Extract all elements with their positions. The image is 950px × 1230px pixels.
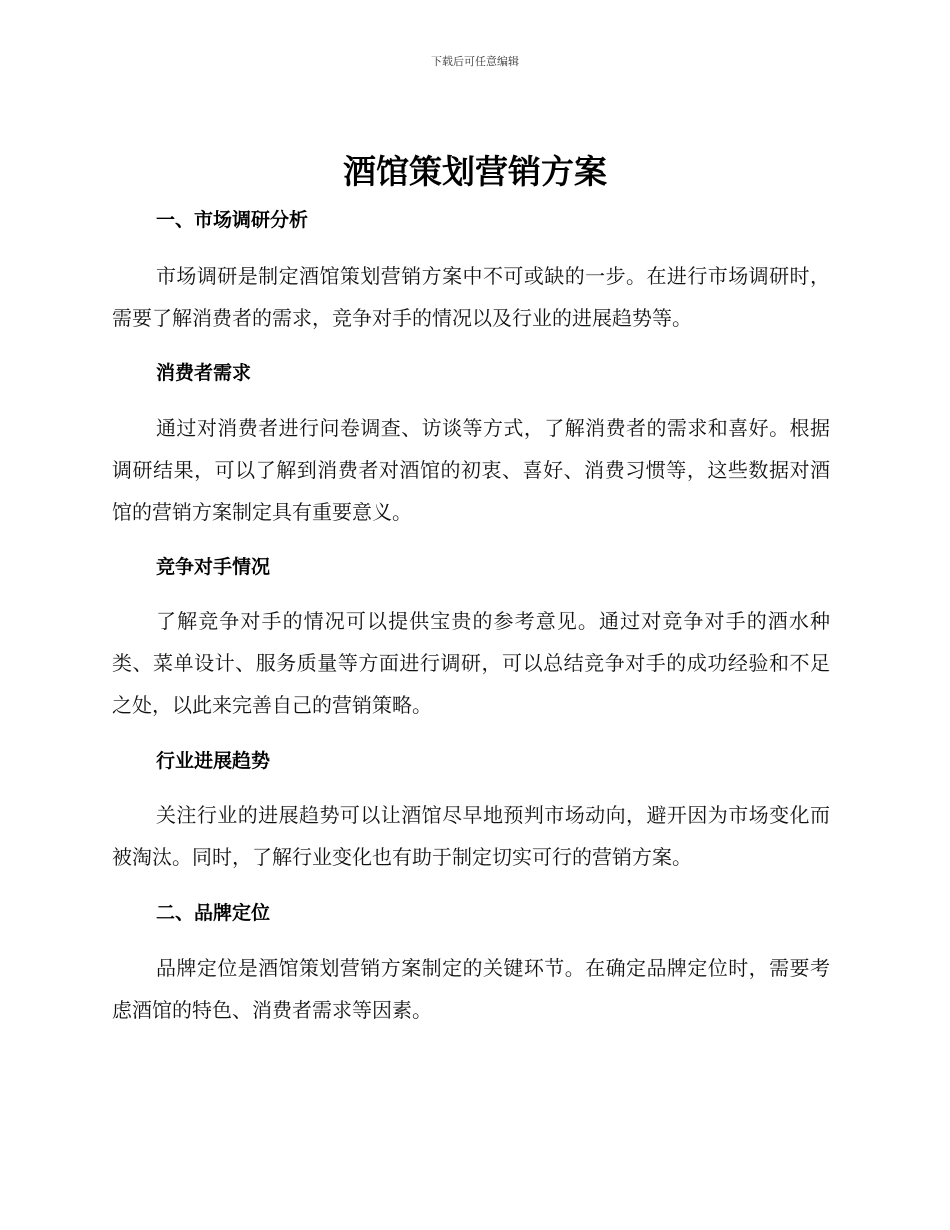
section-paragraph-competitors: 了解竞争对手的情况可以提供宝贵的参考意见。通过对竞争对手的酒水种类、菜单设计、服务质量等方面进行调研，可以总结竞争对手的成功经验和不足之处，以此来完善自己的营销策略。: [112, 609, 830, 717]
section-paragraph-industry-trends: 关注行业的进展趋势可以让酒馆尽早地预判市场动向，避开因为市场变化而被淘汰。同时，了解行业变化也有助于制定切实可行的营销方案。: [112, 803, 830, 869]
section-paragraph-brand-positioning: 品牌定位是酒馆策划营销方案制定的关键环节。在确定品牌定位时，需要考虑酒馆的特色、消费者需求等因素。: [112, 956, 830, 1022]
section-paragraph-market-research: 市场调研是制定酒馆策划营销方案中不可或缺的一步。在进行市场调研时，需要了解消费者的需求，竞争对手的情况以及行业的进展趋势等。: [112, 264, 830, 330]
section-heading-market-research: 一、市场调研分析: [156, 209, 309, 231]
section-heading-industry-trends: 行业进展趋势: [156, 750, 271, 772]
section-paragraph-consumer-needs: 通过对消费者进行问卷调查、访谈等方式，了解消费者的需求和喜好。根据调研结果，可以了解到消费者对酒馆的初衷、喜好、消费习惯等，这些数据对酒馆的营销方案制定具有重要意义。: [112, 416, 830, 524]
section-heading-competitors: 竞争对手情况: [156, 556, 271, 578]
section-heading-consumer-needs: 消费者需求: [156, 362, 252, 384]
page-header-note: 下载后可任意编辑: [431, 55, 519, 68]
section-heading-brand-positioning: 二、品牌定位: [156, 902, 271, 924]
document-title: 酒馆策划营销方案: [343, 152, 607, 191]
